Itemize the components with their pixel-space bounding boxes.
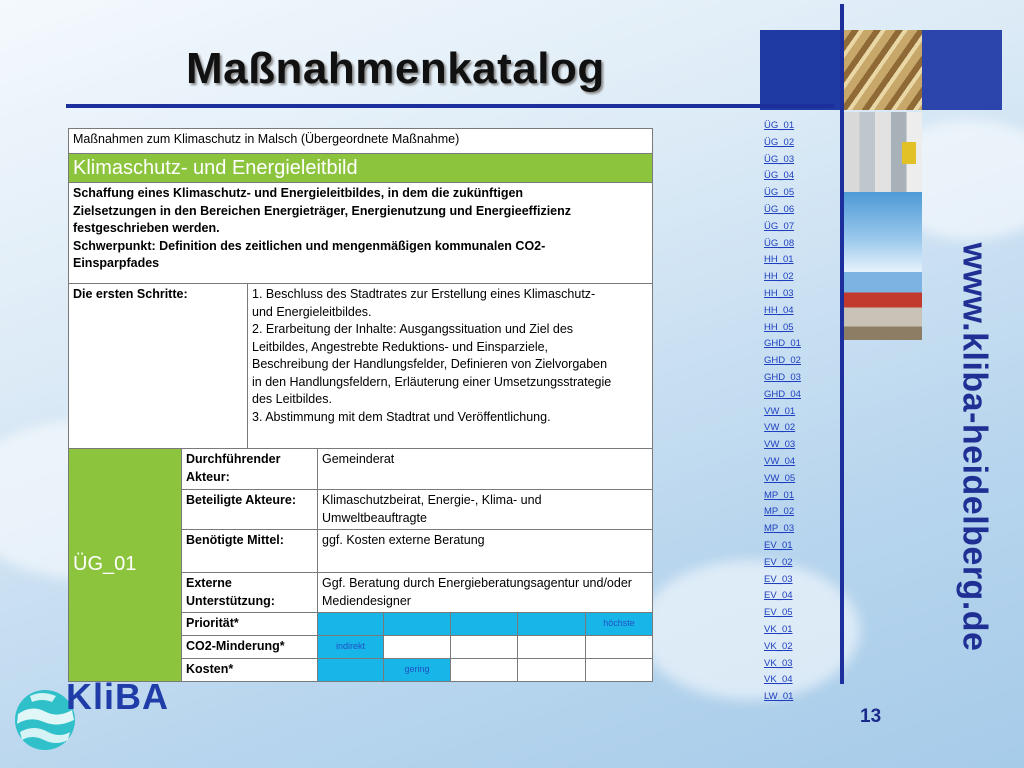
measure-code-link[interactable]: ÜG_05 (764, 187, 795, 199)
involved-value: Klimaschutzbeirat, Energie-, Klima- und Umweltbeauftragte (318, 490, 653, 530)
measure-code-link[interactable]: MP_03 (764, 523, 795, 535)
measure-code-link[interactable]: MP_02 (764, 506, 795, 518)
cost-cell (586, 659, 653, 682)
slide-title: Maßnahmenkatalog (186, 44, 605, 93)
measure-code-link[interactable]: ÜG_02 (764, 136, 795, 148)
photo-sky (844, 192, 922, 272)
measure-code-link[interactable]: VK_01 (764, 623, 793, 635)
measure-code-list (764, 118, 801, 706)
priority-cell (318, 613, 384, 636)
actor-label: Durchführender Akteur: (182, 449, 318, 490)
cost-cell (318, 659, 384, 682)
step-line: 2. Erarbeitung der Inhalte: Ausgangssituation und Ziel des (252, 322, 574, 336)
measure-code-link[interactable]: ÜG_08 (764, 237, 795, 249)
external-value: Ggf. Beratung durch Energieberatungsagentur und/oder Mediendesigner (318, 573, 653, 613)
measure-code-link[interactable]: EV_03 (764, 573, 793, 585)
measure-code-link[interactable]: HH_04 (764, 304, 794, 316)
priority-marker: höchste (586, 613, 653, 636)
priority-cell (518, 613, 586, 636)
measure-code-link[interactable]: HH_02 (764, 271, 794, 283)
vertical-divider (840, 4, 844, 684)
step-line: und Energieleitbildes. (252, 304, 372, 319)
photo-building-roof (844, 272, 922, 340)
photo-roof-construction (842, 30, 922, 110)
website-url-text: www.kliba-heidelberg.de (955, 242, 994, 652)
cost-label: Kosten* (182, 659, 318, 682)
measure-table (68, 128, 653, 682)
co2-cell (518, 636, 586, 659)
co2-cell (586, 636, 653, 659)
table-row (69, 183, 653, 284)
measure-code-link[interactable]: VW_01 (764, 405, 796, 417)
first-steps-label: Die ersten Schritte: (69, 284, 248, 449)
co2-cell (451, 636, 518, 659)
measure-code-link[interactable]: HH_03 (764, 287, 794, 299)
description-line: festgeschrieben werden. (73, 221, 220, 235)
description-line: Schwerpunkt: Definition des zeitlichen und mengenmäßigen kommunalen CO2- (73, 238, 546, 253)
measure-code-link[interactable]: EV_01 (764, 539, 793, 551)
external-label: Externe Unterstützung: (182, 573, 318, 613)
measure-code-link[interactable]: GHD_02 (764, 355, 801, 367)
involved-label: Beteiligte Akteure: (182, 490, 318, 530)
cost-cell (518, 659, 586, 682)
step-line: 3. Abstimmung mit dem Stadtrat und Veröffentlichung. (252, 409, 551, 424)
step-line: in den Handlungsfeldern, Erläuterung einer Umsetzungsstrategie (252, 374, 612, 389)
measure-code-link[interactable]: EV_02 (764, 556, 793, 568)
step-line: 1. Beschluss des Stadtrates zur Erstellung eines Klimaschutz- (252, 287, 596, 301)
measure-heading: Klimaschutz- und Energieleitbild (69, 154, 653, 183)
cost-marker: gering (384, 659, 451, 682)
description-line: Zielsetzungen in den Bereichen Energieträger, Energienutzung und Energieeffizienz (73, 203, 571, 218)
measure-code-link[interactable]: VW_05 (764, 472, 796, 484)
measure-code-link[interactable]: LW_01 (764, 691, 794, 703)
step-line: Leitbildes, Angestrebte Reduktions- und Einsparziele, (252, 339, 549, 354)
priority-cell (451, 613, 518, 636)
measure-code-link[interactable]: GHD_01 (764, 338, 801, 350)
measure-code-link[interactable]: ÜG_01 (764, 120, 795, 131)
co2-cell (384, 636, 451, 659)
measure-code-link[interactable]: ÜG_03 (764, 153, 795, 165)
measure-code-link[interactable]: VW_02 (764, 422, 796, 434)
measure-code-link[interactable]: ÜG_07 (764, 220, 795, 232)
measure-description (69, 183, 653, 284)
cost-cell (451, 659, 518, 682)
first-steps-text (248, 284, 653, 449)
means-label: Benötigte Mittel: (182, 530, 318, 573)
table-caption: Maßnahmen zum Klimaschutz in Malsch (Übergeordnete Maßnahme) (69, 129, 653, 154)
table-row (69, 449, 653, 490)
co2-label: CO2-Minderung* (182, 636, 318, 659)
measure-code-link[interactable]: GHD_03 (764, 371, 801, 383)
measure-code-link[interactable]: VW_04 (764, 455, 796, 467)
website-url (944, 212, 1004, 682)
table-row (69, 284, 653, 449)
table-row (69, 154, 653, 183)
photo-blue-panel (922, 30, 1002, 110)
measure-code-link[interactable]: MP_01 (764, 489, 795, 501)
measure-code-link[interactable]: EV_04 (764, 590, 793, 602)
photo-blue-panel (760, 30, 842, 110)
measure-code-link[interactable]: VK_04 (764, 674, 793, 686)
measure-code: ÜG_01 (69, 449, 182, 682)
photo-heating-pipes (844, 112, 922, 192)
co2-marker: indirekt (318, 636, 384, 659)
measure-code-link[interactable]: GHD_04 (764, 388, 801, 400)
measure-code-link[interactable]: ÜG_06 (764, 203, 795, 215)
actor-value: Gemeinderat (318, 449, 653, 490)
measure-code-link[interactable]: EV_05 (764, 607, 793, 619)
step-line: Beschreibung der Handlungsfelder, Definieren von Zielvorgaben (252, 357, 608, 371)
kliba-logo-text: KliBA (66, 676, 169, 717)
measure-code-link[interactable]: HH_01 (764, 254, 794, 266)
priority-cell (384, 613, 451, 636)
title-divider (66, 104, 834, 108)
description-line: Schaffung eines Klimaschutz- und Energieleitbildes, in dem die zukünftigen (73, 186, 524, 200)
measure-code-link[interactable]: VW_03 (764, 439, 796, 451)
means-value: ggf. Kosten externe Beratung (318, 530, 653, 573)
table-row (69, 129, 653, 154)
measure-code-link[interactable]: HH_05 (764, 321, 794, 333)
measure-code-link[interactable]: VK_03 (764, 657, 793, 669)
priority-label: Priorität* (182, 613, 318, 636)
description-line: Einsparpfades (73, 256, 160, 270)
page-number: 13 (860, 706, 882, 727)
measure-code-link[interactable]: ÜG_04 (764, 170, 795, 182)
cloud (640, 560, 860, 700)
step-line: des Leitbildes. (252, 392, 332, 406)
measure-code-link[interactable]: VK_02 (764, 640, 793, 652)
